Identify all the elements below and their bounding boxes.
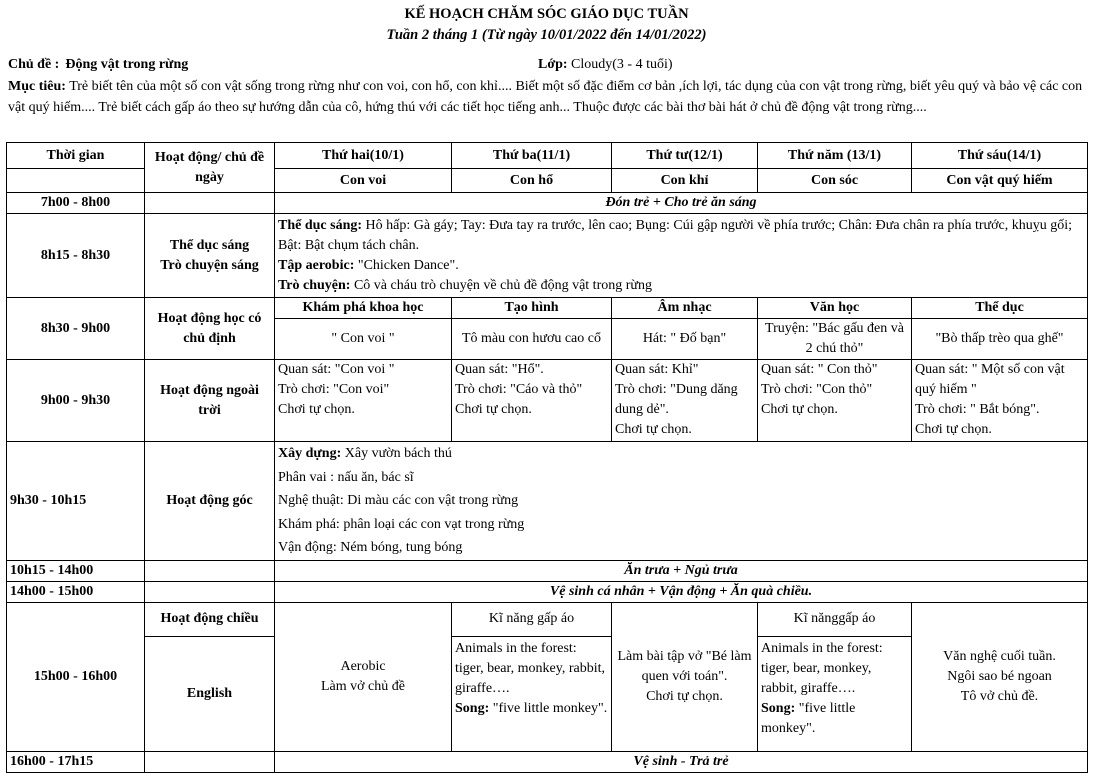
afternoon-mon: [275, 602, 452, 751]
lesson-mon: " Con voi ": [275, 319, 452, 360]
outdoor-mon-1: Quan sát: "Con voi ": [278, 362, 395, 377]
afternoon-thu-text: Animals in the forest: tiger, bear, monkey, rabbit, giraffe….: [761, 640, 883, 696]
header-day-wed: Thứ tư(12/1): [612, 143, 758, 169]
class-label: Lớp:: [538, 57, 568, 72]
header-time-blank: [7, 169, 145, 193]
day-topic-mon: Con voi: [275, 169, 452, 193]
outdoor-wed-3: Chơi tự chọn.: [615, 422, 692, 437]
activity-corner: Hoạt động góc: [145, 442, 275, 561]
activity-pickup-blank: [145, 751, 275, 772]
goal-text: Trẻ biết tên của một số con vật sống trong rừng như con voi, con hổ, con khỉ.... Biết một số đặc điểm cơ bản ,ích lợi, tác dụng của con vật trong rừng, biết yêu quý và bảo vệ các con vật quý hiếm.... Trẻ biết cách gấp áo theo sự hướng dẫn của cô, hứng thú với các tiết học tiếng anh... Thuộc được các bài thơ bài hát ở chủ đề động vật trong rừng....: [8, 79, 1083, 115]
afternoon-tue-english: [452, 636, 612, 751]
corner-line-5: Vận động: Ném bóng, tung bóng: [278, 540, 463, 555]
outdoor-fri-2: Trò chơi: " Bắt bóng".: [915, 402, 1040, 417]
corner-label-1: Xây dựng:: [278, 446, 342, 461]
time-hygiene: 14h00 - 15h00: [7, 581, 145, 602]
afternoon-thu-song-label: Song:: [761, 700, 796, 716]
corner-content: [275, 442, 1088, 561]
activity-learning: Hoạt động học có chủ định: [145, 298, 275, 360]
time-outdoor: 9h00 - 9h30: [7, 360, 145, 442]
corner-text-1: Xây vườn bách thú: [341, 446, 452, 461]
weekly-plan-table: [6, 142, 1088, 773]
time-welcome: 7h00 - 8h00: [7, 193, 145, 214]
time-pickup: 16h00 - 17h15: [7, 751, 145, 772]
activity-lunch-blank: [145, 560, 275, 581]
corner-line-1: [278, 442, 1084, 466]
day-topic-wed: Con khỉ: [612, 169, 758, 193]
outdoor-tue-1: Quan sát: "Hổ".: [455, 362, 544, 377]
outdoor-fri-3: Chơi tự chọn.: [915, 422, 992, 437]
activity-exercise-1: Thể dục sáng: [169, 237, 250, 253]
afternoon-tue-skill: Kĩ năng gấp áo: [452, 602, 612, 636]
corner-line-2: Phân vai : nấu ăn, bác sĩ: [278, 469, 414, 485]
header-day-tue: Thứ ba(11/1): [452, 143, 612, 169]
exercise-text-3: Cô và cháu trò chuyện về chủ đề động vật trong rừng: [350, 277, 652, 293]
activity-hygiene-blank: [145, 581, 275, 602]
subject-thu: Văn học: [758, 298, 912, 319]
topic-line: [8, 57, 194, 73]
header-activity: Hoạt động/ chủ đề ngày: [145, 143, 275, 193]
outdoor-mon-3: Chơi tự chọn.: [278, 402, 355, 417]
outdoor-thu-2: Trò chơi: "Con thỏ": [761, 382, 873, 397]
exercise-line-2: [278, 256, 1084, 276]
header-day-fri: Thứ sáu(14/1): [912, 143, 1088, 169]
corner-line-4: Khám phá: phân loại các con vạt trong rừng: [278, 516, 525, 532]
afternoon-mon-2: Làm vở chủ đề: [321, 678, 405, 694]
hygiene-text: Vệ sinh cá nhân + Vận động + Ăn quà chiều.: [275, 581, 1088, 602]
exercise-line-3: [278, 276, 1084, 296]
lesson-wed: Hát: " Đố bạn": [612, 319, 758, 360]
goal-paragraph: [8, 77, 1088, 118]
activity-afternoon-1: Hoạt động chiều: [145, 602, 275, 636]
outdoor-fri-1: Quan sát: " Một số con vật quý hiếm ": [915, 362, 1065, 397]
activity-afternoon-2: English: [145, 636, 275, 751]
class-line: [538, 57, 673, 73]
subject-fri: Thể dục: [912, 298, 1088, 319]
afternoon-fri-1: Văn nghệ cuối tuần.: [943, 648, 1056, 664]
exercise-line-1: [278, 216, 1084, 256]
time-exercise: 8h15 - 8h30: [7, 214, 145, 298]
outdoor-wed-2: Trò chơi: "Dung dăng dung dẻ".: [615, 382, 738, 417]
outdoor-tue-3: Chơi tự chọn.: [455, 402, 532, 417]
exercise-content: [275, 214, 1088, 298]
time-learning: 8h30 - 9h00: [7, 298, 145, 360]
afternoon-thu-song-text: "five little monkey".: [761, 700, 856, 736]
outdoor-tue: [452, 360, 612, 442]
outdoor-thu-1: Quan sát: " Con thỏ": [761, 362, 878, 377]
day-topic-tue: Con hổ: [452, 169, 612, 193]
activity-outdoor: Hoạt động ngoài trời: [145, 360, 275, 442]
afternoon-fri: [912, 602, 1088, 751]
day-topic-thu: Con sóc: [758, 169, 912, 193]
afternoon-fri-3: Tô vở chủ đề.: [960, 688, 1039, 704]
subject-wed: Âm nhạc: [612, 298, 758, 319]
lesson-tue: Tô màu con hươu cao cổ: [452, 319, 612, 360]
afternoon-tue-song-label: Song:: [455, 700, 490, 716]
outdoor-mon: [275, 360, 452, 442]
afternoon-wed: [612, 602, 758, 751]
header-day-thu: Thứ năm (13/1): [758, 143, 912, 169]
activity-exercise: [145, 214, 275, 298]
afternoon-fri-2: Ngôi sao bé ngoan: [947, 668, 1052, 684]
outdoor-fri: [912, 360, 1088, 442]
outdoor-thu-3: Chơi tự chọn.: [761, 402, 838, 417]
header-day-mon: Thứ hai(10/1): [275, 143, 452, 169]
exercise-label-1: Thể dục sáng:: [278, 217, 363, 233]
welcome-text: Đón trẻ + Cho trẻ ăn sáng: [275, 193, 1088, 214]
afternoon-thu-english: [758, 636, 912, 751]
exercise-label-3: Trò chuyện:: [278, 277, 351, 293]
time-lunch: 10h15 - 14h00: [7, 560, 145, 581]
outdoor-wed: [612, 360, 758, 442]
outdoor-mon-2: Trò chơi: "Con voi": [278, 382, 390, 397]
topic-value: Động vật trong rừng: [65, 57, 189, 72]
exercise-text-2: "Chicken Dance".: [354, 257, 459, 273]
afternoon-tue-song: [455, 699, 608, 719]
lesson-thu: Truyện: "Bác gấu đen và 2 chú thỏ": [758, 319, 912, 360]
class-value: Cloudy(3 - 4 tuổi): [571, 57, 673, 72]
lunch-text: Ăn trưa + Ngủ trưa: [275, 560, 1088, 581]
time-afternoon: 15h00 - 16h00: [7, 602, 145, 751]
corner-line-3: Nghệ thuật: Di màu các con vật trong rừng: [278, 493, 519, 508]
outdoor-tue-2: Trò chơi: "Cáo và thỏ": [455, 382, 583, 397]
afternoon-wed-1: Làm bài tập vở "Bé làm quen với toán".: [617, 648, 752, 684]
day-topic-fri: Con vật quý hiếm: [912, 169, 1088, 193]
subject-mon: Khám phá khoa học: [275, 298, 452, 319]
header-time: Thời gian: [7, 143, 145, 169]
activity-welcome-blank: [145, 193, 275, 214]
afternoon-tue-song-text: "five little monkey".: [489, 700, 608, 716]
pickup-text: Vệ sinh - Trả trẻ: [275, 751, 1088, 772]
afternoon-thu-song: [761, 699, 908, 739]
activity-exercise-2: Trò chuyện sáng: [160, 257, 259, 273]
afternoon-mon-1: Aerobic: [340, 658, 386, 674]
topic-label: Chủ đề :: [8, 57, 60, 72]
afternoon-thu-skill: Kĩ nănggấp áo: [758, 602, 912, 636]
outdoor-wed-1: Quan sát: Khỉ": [615, 362, 699, 377]
outdoor-thu: [758, 360, 912, 442]
document-subtitle: Tuần 2 tháng 1 (Từ ngày 10/01/2022 đến 14/01/2022): [386, 27, 707, 43]
goal-label: Mục tiêu:: [8, 79, 66, 94]
subject-tue: Tạo hình: [452, 298, 612, 319]
lesson-fri: "Bò thấp trèo qua ghế": [912, 319, 1088, 360]
afternoon-tue-text: Animals in the forest: tiger, bear, monkey, rabbit, giraffe….: [455, 640, 605, 696]
afternoon-wed-2: Chơi tự chọn.: [646, 688, 723, 704]
exercise-text-1: Hô hấp: Gà gáy; Tay: Đưa tay ra trước, lên cao; Bụng: Cúi gập người về phía trước; Chân: Đưa chân ra phía trước, khuỵu gối; Bật: Bật chụm tách chân.: [278, 217, 1072, 253]
time-corner: 9h30 - 10h15: [7, 442, 145, 561]
document-title: KẾ HOẠCH CHĂM SÓC GIÁO DỤC TUẦN: [404, 6, 689, 22]
exercise-label-2: Tập aerobic:: [278, 257, 355, 273]
